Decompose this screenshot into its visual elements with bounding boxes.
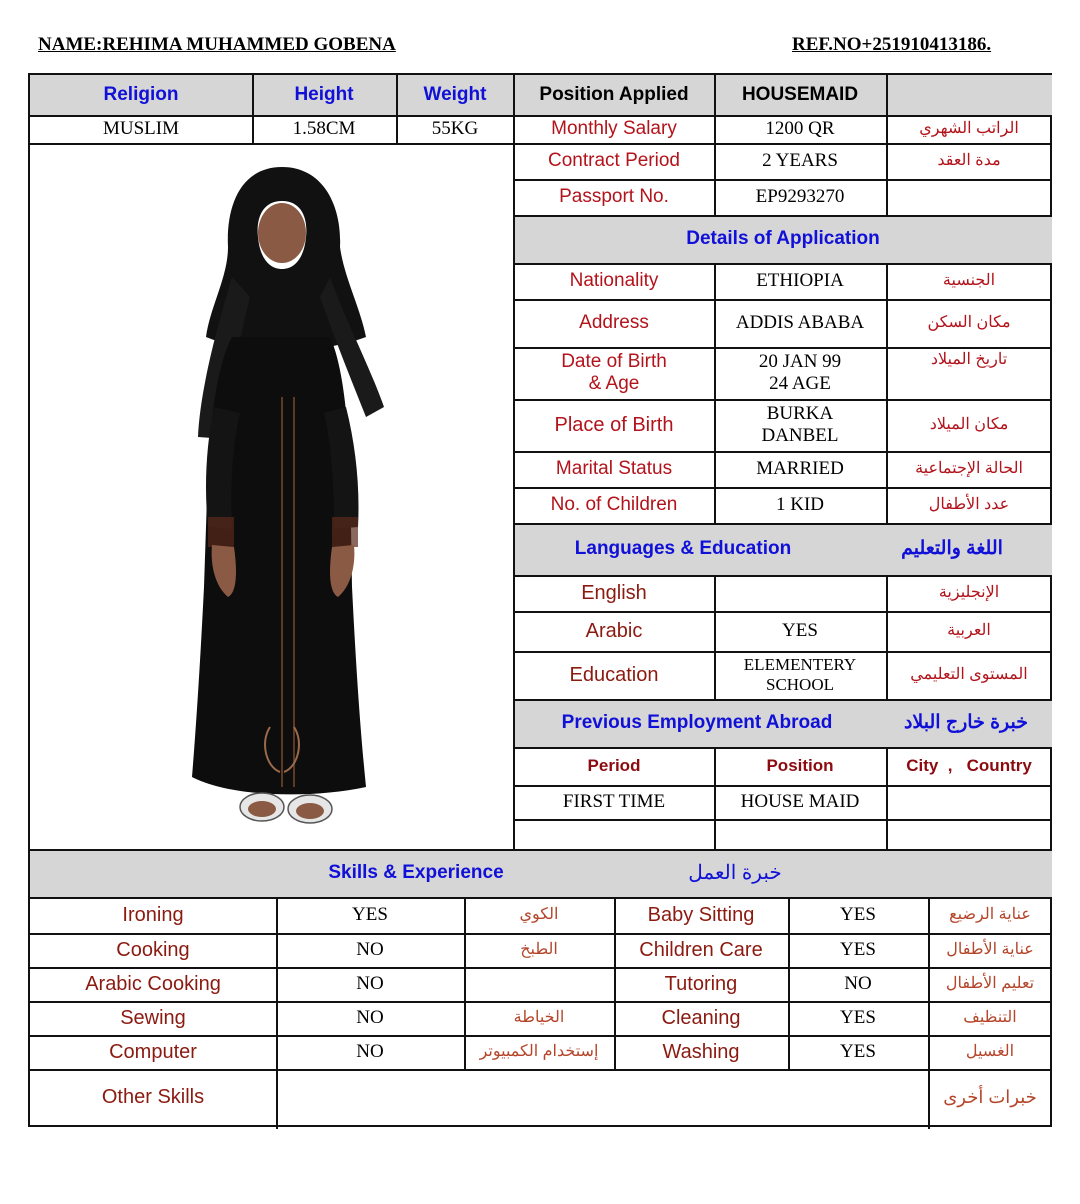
grid-line bbox=[886, 575, 888, 699]
skill-left-value: NO bbox=[356, 1007, 384, 1029]
grid-line bbox=[514, 651, 1052, 653]
skill-right-value: NO bbox=[844, 973, 872, 995]
english-value bbox=[714, 575, 886, 611]
skill-right-arabic: عناية الرضيع bbox=[949, 905, 1031, 923]
height-header: Height bbox=[252, 75, 396, 115]
place-of-birth-arabic: مكان الميلاد bbox=[929, 415, 1009, 433]
employment-period-value: FIRST TIME bbox=[562, 791, 666, 813]
grid-line bbox=[514, 347, 1052, 349]
employment-city-header: City , Country bbox=[906, 756, 1032, 776]
grid-line bbox=[30, 933, 1052, 935]
grid-line bbox=[514, 215, 1052, 217]
grid-line bbox=[514, 399, 1052, 401]
children-value: 1 KID bbox=[775, 494, 825, 516]
dob-label-line1: Date of Birth bbox=[561, 351, 667, 373]
contract-period-value: 2 YEARS bbox=[762, 150, 838, 172]
height-value: 1.58CM bbox=[292, 118, 356, 140]
grid-line bbox=[514, 179, 1052, 181]
skill-left-value: NO bbox=[356, 939, 384, 961]
skill-right-value: YES bbox=[840, 1041, 876, 1063]
grid-line bbox=[886, 75, 888, 215]
grid-line bbox=[514, 487, 1052, 489]
grid-line bbox=[514, 115, 1052, 117]
place-of-birth-label: Place of Birth bbox=[554, 413, 674, 436]
address-value: ADDIS ABABA bbox=[735, 312, 865, 334]
languages-section-title: Languages & Education bbox=[514, 523, 852, 575]
grid-line bbox=[886, 263, 888, 523]
skill-left-label: Sewing bbox=[120, 1006, 186, 1029]
grid-line bbox=[514, 263, 1052, 265]
passport-value: EP9293270 bbox=[755, 186, 845, 208]
skill-right-arabic: تعليم الأطفال bbox=[945, 974, 1035, 992]
grid-line bbox=[886, 747, 888, 849]
place-of-birth-value bbox=[714, 399, 886, 451]
grid-line bbox=[30, 1069, 1052, 1071]
skill-left-arabic: إستخدام الكمبيوتر bbox=[479, 1042, 599, 1060]
grid-line bbox=[252, 75, 254, 143]
position-applied-value: HOUSEMAID bbox=[714, 75, 886, 115]
education-line2: SCHOOL bbox=[765, 675, 834, 694]
address-arabic: مكان السكن bbox=[927, 313, 1011, 331]
grid-line bbox=[30, 143, 514, 145]
dob-date: 20 JAN 99 bbox=[758, 351, 842, 373]
religion-header: Religion bbox=[30, 75, 252, 115]
skill-left-arabic bbox=[464, 967, 614, 1001]
skill-right-arabic: عناية الأطفال bbox=[946, 940, 1034, 958]
marital-status-value: MARRIED bbox=[756, 458, 844, 480]
employment-section-title: Previous Employment Abroad bbox=[514, 699, 880, 747]
skill-right-label: Baby Sitting bbox=[647, 903, 755, 926]
skill-right-value: YES bbox=[840, 904, 876, 926]
arabic-label: Arabic bbox=[585, 619, 643, 642]
place-of-birth-line2: DANBEL bbox=[761, 425, 839, 446]
languages-section-title-arabic: اللغة والتعليم bbox=[852, 523, 1052, 575]
marital-status-arabic: الحالة الإجتماعية bbox=[915, 459, 1023, 477]
face-shape bbox=[258, 203, 306, 263]
grid-line bbox=[514, 819, 1052, 821]
grid-line bbox=[396, 75, 398, 143]
religion-value: MUSLIM bbox=[102, 118, 179, 140]
skill-right-label: Children Care bbox=[639, 938, 763, 961]
arabic-arabic: العربية bbox=[947, 621, 991, 639]
monthly-salary-arabic: الراتب الشهري bbox=[919, 119, 1019, 137]
cv-form bbox=[28, 73, 1052, 1127]
grid-line bbox=[30, 849, 1052, 851]
skill-left-arabic: الكوي bbox=[519, 905, 559, 923]
grid-line bbox=[30, 967, 1052, 969]
grid-line bbox=[514, 611, 1052, 613]
education-value bbox=[714, 651, 886, 699]
grid-line bbox=[30, 1001, 1052, 1003]
skill-right-arabic: الغسيل bbox=[965, 1042, 1015, 1060]
other-skills-value bbox=[276, 1069, 928, 1125]
skill-right-value: YES bbox=[840, 1007, 876, 1029]
details-section-title: Details of Application bbox=[514, 215, 1052, 263]
employment-position-value: HOUSE MAID bbox=[740, 791, 860, 813]
grid-line bbox=[30, 897, 1052, 899]
other-skills-arabic: خبرات أخرى bbox=[943, 1086, 1037, 1107]
position-applied-arabic bbox=[886, 75, 1052, 115]
employment-section-title-arabic: خبرة خارج البلاد bbox=[880, 699, 1052, 747]
position-applied-label: Position Applied bbox=[514, 75, 714, 115]
employment-city-value bbox=[886, 785, 1052, 819]
dob-value bbox=[714, 347, 886, 399]
grid-line bbox=[514, 299, 1052, 301]
grid-line bbox=[514, 143, 1052, 145]
skills-section-title: Skills & Experience bbox=[328, 862, 504, 884]
address-label: Address bbox=[579, 312, 649, 334]
english-label: English bbox=[581, 581, 647, 604]
reference-number: REF.NO+251910413186. bbox=[792, 34, 992, 55]
skill-left-value: NO bbox=[356, 973, 384, 995]
dob-age: 24 AGE bbox=[769, 373, 831, 394]
dob-label bbox=[514, 347, 714, 399]
nationality-label: Nationality bbox=[569, 270, 659, 292]
employment-position-header: Position bbox=[766, 756, 834, 776]
weight-value: 55KG bbox=[431, 118, 479, 140]
other-skills-label: Other Skills bbox=[101, 1085, 205, 1108]
skill-right-label: Cleaning bbox=[661, 1006, 741, 1029]
skill-left-value: YES bbox=[352, 904, 388, 926]
skills-section-title-arabic: خبرة العمل bbox=[688, 861, 782, 884]
dob-arabic: تاريخ الميلاد bbox=[930, 351, 1008, 368]
employment-period-header: Period bbox=[587, 756, 641, 776]
grid-line bbox=[714, 263, 716, 523]
grid-line bbox=[514, 523, 1052, 525]
contract-period-arabic: مدة العقد bbox=[937, 151, 1001, 169]
weight-header: Weight bbox=[396, 75, 514, 115]
children-label: No. of Children bbox=[550, 494, 678, 516]
grid-line bbox=[714, 747, 716, 849]
skill-left-label: Computer bbox=[109, 1040, 197, 1063]
grid-line bbox=[514, 451, 1052, 453]
nationality-arabic: الجنسية bbox=[942, 271, 996, 289]
grid-line bbox=[514, 699, 1052, 701]
contract-period-label: Contract Period bbox=[547, 150, 680, 172]
marital-status-label: Marital Status bbox=[555, 458, 673, 480]
monthly-salary-value: 1200 QR bbox=[765, 118, 835, 140]
education-line1: ELEMENTERY bbox=[743, 655, 857, 675]
skill-left-label: Ironing bbox=[122, 903, 184, 926]
grid-line bbox=[788, 897, 790, 1069]
skill-left-label: Cooking bbox=[116, 938, 190, 961]
candidate-name: NAME:REHIMA MUHAMMED GOBENA bbox=[38, 34, 396, 55]
nationality-value: ETHIOPIA bbox=[756, 270, 844, 292]
grid-line bbox=[513, 75, 515, 849]
grid-line bbox=[514, 747, 1052, 749]
grid-line bbox=[30, 115, 514, 117]
grid-line bbox=[614, 897, 616, 1069]
grid-line bbox=[714, 75, 716, 215]
children-arabic: عدد الأطفال bbox=[928, 495, 1010, 513]
grid-line bbox=[514, 785, 1052, 787]
passport-label: Passport No. bbox=[559, 186, 669, 208]
skill-right-label: Tutoring bbox=[664, 972, 738, 995]
grid-line bbox=[30, 1035, 1052, 1037]
skill-left-value: NO bbox=[356, 1041, 384, 1063]
grid-line bbox=[714, 575, 716, 699]
skill-right-arabic: التنظيف bbox=[963, 1008, 1017, 1026]
monthly-salary-label: Monthly Salary bbox=[551, 118, 677, 140]
skill-right-label: Washing bbox=[662, 1040, 740, 1063]
skill-left-arabic: الطبخ bbox=[520, 940, 558, 958]
grid-line bbox=[514, 575, 1052, 577]
arabic-value: YES bbox=[782, 620, 818, 642]
place-of-birth-line1: BURKA bbox=[766, 403, 834, 425]
education-label: Education bbox=[569, 663, 659, 686]
grid-line bbox=[928, 897, 930, 1129]
skill-left-label: Arabic Cooking bbox=[85, 972, 221, 995]
skill-left-arabic: الخياطة bbox=[513, 1008, 565, 1026]
english-arabic: الإنجليزية bbox=[938, 583, 1000, 601]
grid-line bbox=[464, 897, 466, 1069]
education-arabic: المستوى التعليمي bbox=[910, 665, 1028, 683]
skill-right-value: YES bbox=[840, 939, 876, 961]
dob-label-line2: & Age bbox=[588, 373, 640, 394]
grid-line bbox=[276, 897, 278, 1129]
candidate-photo bbox=[170, 167, 410, 837]
